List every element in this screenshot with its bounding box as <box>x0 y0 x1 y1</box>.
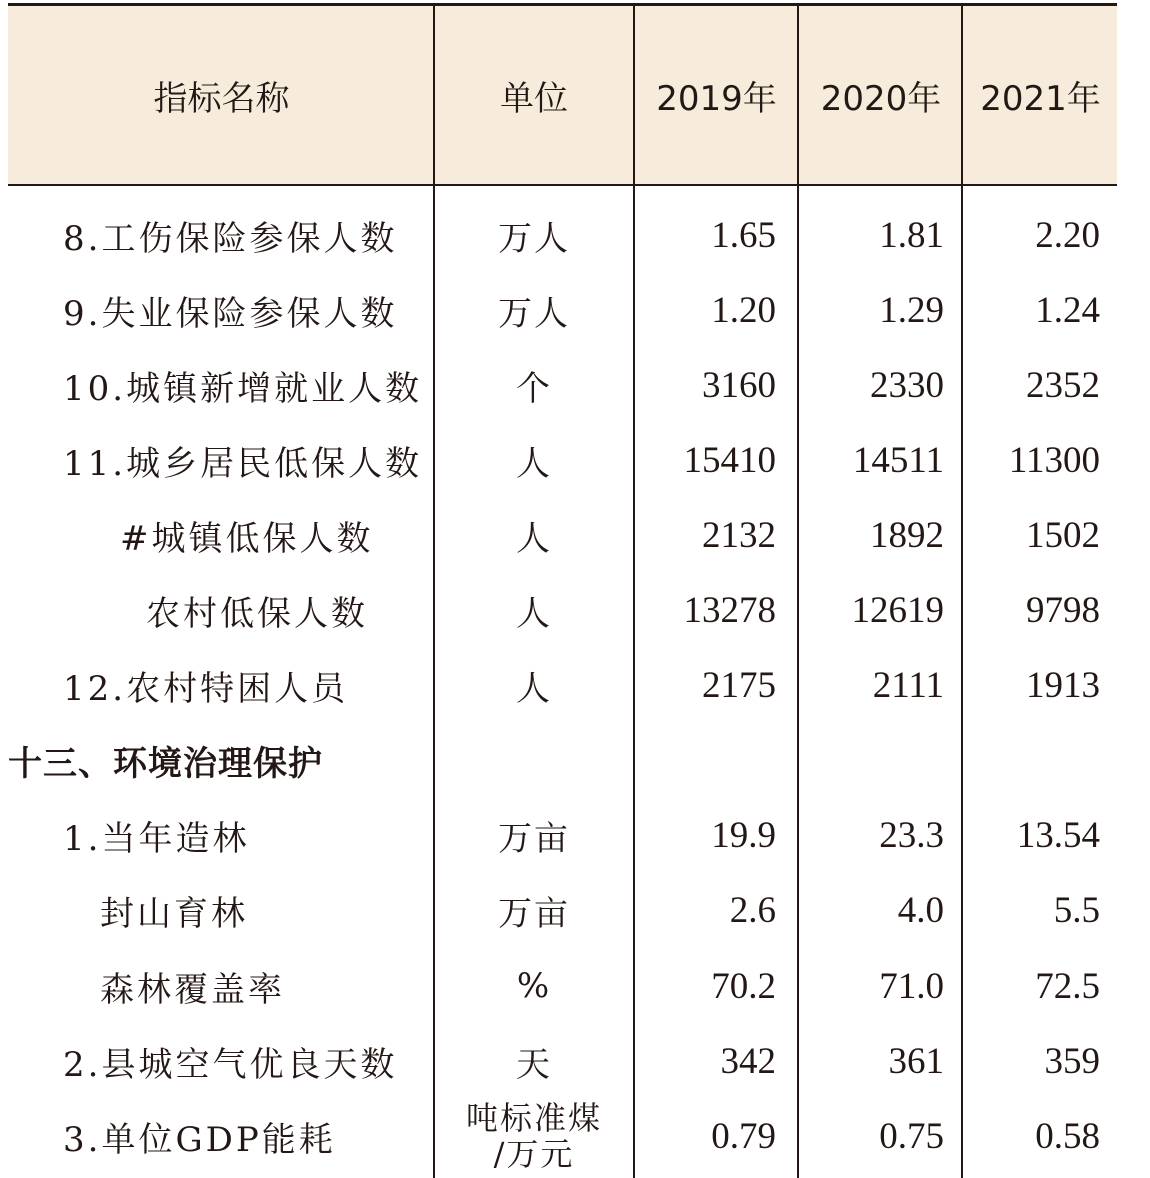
value-2021 <box>964 723 1100 798</box>
value-2021: 2352 <box>1026 364 1100 406</box>
value-2019: 13278 <box>683 590 776 631</box>
indicator-name: 3.单位GDP能耗 <box>63 1119 336 1160</box>
unit-cell <box>435 1099 633 1174</box>
indicator-name: 11.城乡居民低保人数 <box>63 443 423 484</box>
unit-cell: 天 <box>516 1044 552 1085</box>
unit-cell: 万亩 <box>498 819 570 860</box>
value-2021: 13.54 <box>1016 815 1100 857</box>
value-2020: 71.0 <box>879 965 944 1007</box>
value-2019: 342 <box>720 1040 776 1082</box>
value-2021: 1502 <box>1026 514 1100 556</box>
value-2019: 1.65 <box>711 214 776 256</box>
header-name: 指标名称 <box>153 79 290 119</box>
value-2020: 4.0 <box>897 890 944 932</box>
unit-line: /万元 <box>493 1135 575 1174</box>
value-2019: 19.9 <box>711 815 776 857</box>
value-2020: 14511 <box>852 439 944 481</box>
table-row <box>8 1099 1117 1174</box>
unit-cell: 人 <box>516 443 552 484</box>
section-title: 十三、环境治理保护 <box>8 744 323 785</box>
unit-cell: 人 <box>516 594 552 634</box>
header-unit: 单位 <box>500 79 568 119</box>
column-divider <box>633 6 635 1178</box>
value-2020: 1.29 <box>879 289 944 331</box>
unit-cell: 万人 <box>498 293 570 334</box>
value-2019: 3160 <box>702 364 776 406</box>
indicator-name: 森林覆盖率 <box>100 969 285 1010</box>
table-row <box>8 198 1117 273</box>
section-row <box>8 723 1117 798</box>
value-2021: 72.5 <box>1035 965 1100 1007</box>
value-2019: 2.6 <box>729 890 776 932</box>
value-2020: 23.3 <box>879 815 944 857</box>
unit-cell: 人 <box>516 669 552 710</box>
table-row <box>8 648 1117 723</box>
unit-cell <box>435 723 633 798</box>
value-2019 <box>635 723 776 798</box>
value-2019: 1.20 <box>711 289 776 331</box>
header-2020: 2020年 <box>820 79 942 119</box>
value-2020: 361 <box>888 1040 944 1082</box>
indicator-name: #城镇低保人数 <box>120 518 374 559</box>
column-divider <box>433 6 435 1178</box>
value-2019: 70.2 <box>711 965 776 1007</box>
value-2021: 5.5 <box>1053 890 1100 932</box>
indicator-name: 12.农村特困人员 <box>63 669 349 710</box>
value-2020 <box>800 723 944 798</box>
value-2021: 2.20 <box>1035 214 1100 256</box>
value-2021: 0.58 <box>1035 1115 1100 1157</box>
value-2019: 15410 <box>683 439 776 481</box>
indicator-name: 封山育林 <box>100 894 248 935</box>
value-2020: 1892 <box>870 514 944 556</box>
indicator-name: 农村低保人数 <box>146 594 368 634</box>
indicator-name: 10.城镇新增就业人数 <box>63 368 423 409</box>
unit-cell: 万亩 <box>498 894 570 935</box>
table-row <box>8 573 1117 648</box>
unit-cell: 人 <box>516 518 552 559</box>
unit-cell: 万人 <box>498 218 570 259</box>
column-divider <box>961 6 963 1178</box>
value-2019: 0.79 <box>711 1115 776 1157</box>
value-2020: 2111 <box>872 665 944 707</box>
column-divider <box>797 6 799 1178</box>
indicator-name: 1.当年造林 <box>63 819 250 860</box>
value-2019: 2175 <box>702 665 776 707</box>
table-row <box>8 498 1117 573</box>
table-row <box>8 1024 1117 1099</box>
value-2020: 12619 <box>851 590 944 631</box>
value-2021: 1913 <box>1026 665 1100 707</box>
unit-line: 吨标准煤 <box>465 1099 602 1138</box>
table-row <box>8 949 1117 1024</box>
value-2021: 359 <box>1044 1040 1100 1082</box>
header-2019: 2019年 <box>656 79 777 119</box>
table-row <box>8 273 1117 348</box>
table-row <box>8 873 1117 948</box>
indicator-name: 2.县城空气优良天数 <box>63 1044 398 1085</box>
table-row <box>8 423 1117 498</box>
value-2021: 9798 <box>1026 590 1100 631</box>
value-2020: 1.81 <box>879 214 944 256</box>
table-row <box>8 798 1117 873</box>
table-row <box>8 348 1117 423</box>
value-2020: 2330 <box>870 364 944 406</box>
value-2020: 0.75 <box>879 1115 944 1157</box>
indicator-name: 9.失业保险参保人数 <box>63 293 398 334</box>
unit-cell: % <box>516 966 552 1006</box>
indicator-name: 8.工伤保险参保人数 <box>63 218 398 259</box>
value-2021: 1.24 <box>1035 289 1100 331</box>
unit-cell: 个 <box>516 368 552 409</box>
value-2019: 2132 <box>702 514 776 556</box>
value-2021: 11300 <box>1008 439 1100 481</box>
statistics-table <box>8 0 1117 1178</box>
header-2021: 2021年 <box>980 79 1101 119</box>
